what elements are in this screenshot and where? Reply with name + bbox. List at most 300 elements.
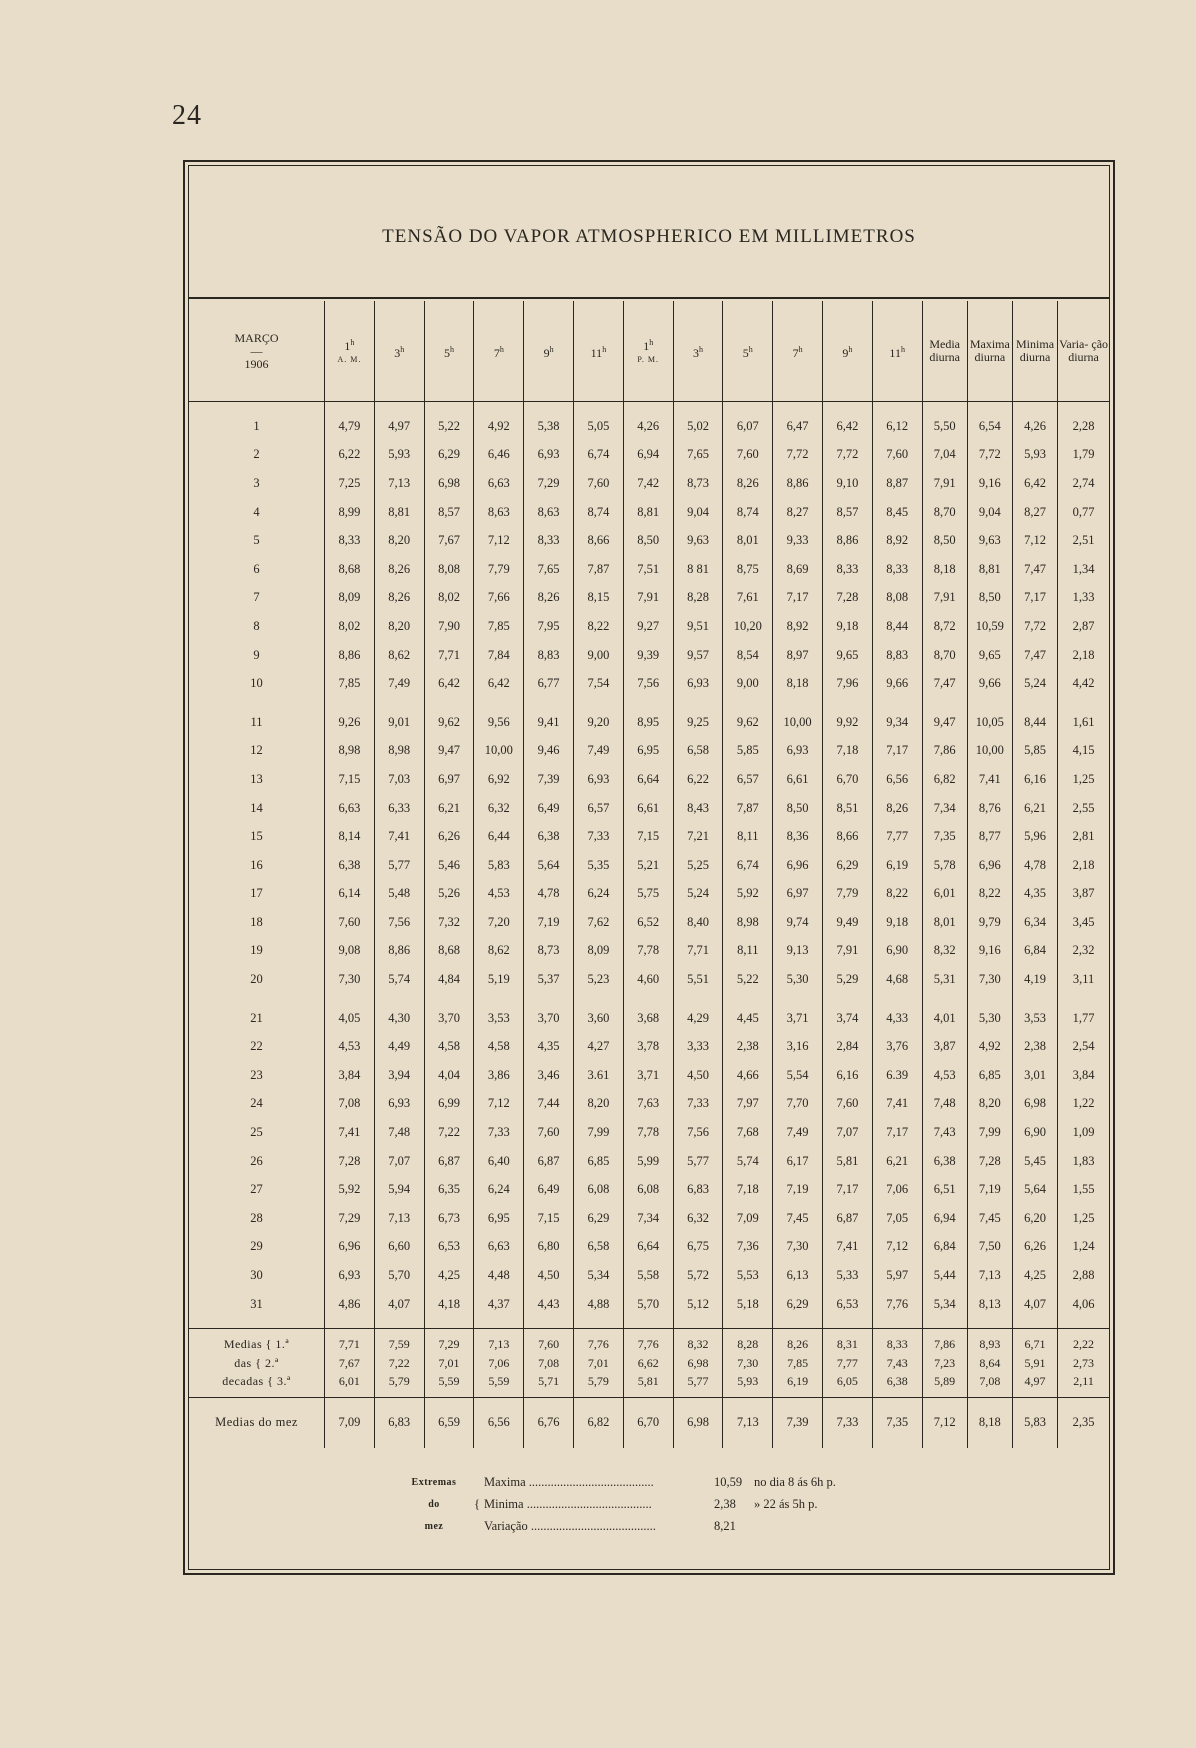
value-cell: 5,70 [623,1290,673,1319]
value-cell: 8,86 [773,469,823,498]
value-cell: 5,37 [524,965,574,994]
value-cell: 8,70 [922,641,967,670]
value-cell: 3,01 [1012,1061,1057,1090]
hour-header: 3$^h$ [673,301,723,402]
value-cell: 7,49 [773,1118,823,1147]
value-cell: 3,86 [474,1061,524,1090]
value-cell: 8,20 [374,612,424,641]
value-cell: 3,78 [623,1032,673,1061]
value-cell: 6,19 [773,1372,823,1397]
value-cell: 8,20 [967,1090,1012,1119]
table-row [189,937,1109,966]
spacer-cell [967,698,1012,708]
value-cell: 7,45 [967,1204,1012,1233]
month-means-row [189,1397,1109,1448]
value-cell: 8,33 [325,526,375,555]
value-cell: 7,13 [967,1261,1012,1290]
value-cell: 7,15 [524,1204,574,1233]
extreme-group-label: mez [424,1520,444,1532]
spacer-cell [374,698,424,708]
table-row [189,526,1109,555]
value-cell: 3,53 [1012,1004,1057,1033]
value-cell: 8,57 [424,498,474,527]
day-cell: 28 [250,1210,263,1225]
day-cell: 22 [250,1039,263,1054]
decade-label [189,1354,325,1373]
value-cell: 6,21 [424,794,474,823]
value-cell: 4,33 [872,1004,922,1033]
spacer-cell [574,1318,624,1329]
spacer-cell [424,994,474,1004]
extreme-value: 2,38 [714,1496,736,1511]
value-cell: 7,15 [623,822,673,851]
value-cell: 5,58 [623,1261,673,1290]
value-cell: 7,18 [823,737,873,766]
value-cell: 6,96 [773,851,823,880]
extreme-name: Maxima ........................................ [484,1474,654,1489]
hour-header: 5$^h$ [424,301,474,402]
year-label: 1906 [244,356,269,371]
value-cell: 7,09 [723,1204,773,1233]
value-cell: 8,83 [872,641,922,670]
value-cell: 6,26 [424,822,474,851]
value-cell: 5,54 [773,1061,823,1090]
value-cell: 5,83 [1012,1397,1057,1448]
value-cell: 4,84 [424,965,474,994]
hour-header: 1$^h$ A. M. [325,301,375,402]
value-cell: 6,77 [524,669,574,698]
value-cell: 8,51 [823,794,873,823]
day-cell: 12 [250,743,263,758]
value-cell: 7,33 [673,1090,723,1119]
value-cell: 6,14 [325,880,375,909]
value-cell: 7,51 [623,555,673,584]
day-cell: 24 [250,1096,263,1111]
spacer-cell [623,698,673,708]
spacer-cell [967,402,1012,413]
spacer-cell [823,1318,873,1329]
value-cell: 8,18 [967,1397,1012,1448]
value-cell: 8,66 [823,822,873,851]
value-cell: 5,24 [673,880,723,909]
value-cell: 4,06 [1058,1290,1109,1319]
value-cell: 7,56 [374,908,424,937]
value-cell: 4,48 [474,1261,524,1290]
table-row [189,1233,1109,1262]
table-row [189,498,1109,527]
value-cell: 8,26 [374,555,424,584]
value-cell: 7,65 [524,555,574,584]
value-cell: 7,50 [967,1233,1012,1262]
value-cell: 6,83 [673,1175,723,1204]
value-cell: 0,77 [1058,498,1109,527]
value-cell: 5,77 [673,1147,723,1176]
table-row [189,1290,1109,1319]
value-cell: 5,81 [623,1372,673,1397]
day-cell: 9 [253,647,260,662]
value-cell: 9,47 [922,708,967,737]
value-cell: 9,13 [773,937,823,966]
value-cell: 7,22 [424,1118,474,1147]
extreme-row [394,1515,914,1537]
day-cell: 30 [250,1268,263,1283]
value-cell: 9,20 [574,708,624,737]
value-cell: 7,54 [574,669,624,698]
value-cell: 3.61 [574,1061,624,1090]
table-row [189,965,1109,994]
day-cell: 16 [250,857,263,872]
day-cell: 21 [250,1010,263,1025]
value-cell: 6,73 [424,1204,474,1233]
value-cell: 5,75 [623,880,673,909]
value-cell: 7,47 [1012,555,1057,584]
value-cell: 5,29 [823,965,873,994]
value-cell: 7,60 [524,1329,574,1354]
value-cell: 9,92 [823,708,873,737]
day-cell: 1 [253,418,260,433]
table-frame-inner [188,165,1110,1570]
value-cell: 7,33 [474,1118,524,1147]
value-cell: 8,18 [922,555,967,584]
value-cell: 3,53 [474,1004,524,1033]
value-cell: 7,33 [823,1397,873,1448]
value-cell: 7,29 [524,469,574,498]
value-cell: 8,86 [325,641,375,670]
value-cell: 5,72 [673,1261,723,1290]
value-cell: 6,47 [773,412,823,441]
value-cell: 6,56 [474,1397,524,1448]
value-cell: 7,04 [922,441,967,470]
value-cell: 7,30 [723,1354,773,1373]
value-cell: 4,97 [1012,1372,1057,1397]
value-cell: 4,86 [325,1290,375,1319]
spacer-row [189,994,1109,1004]
value-cell: 6,58 [673,737,723,766]
table-row [189,737,1109,766]
spacer-cell [872,1318,922,1329]
value-cell: 4,05 [325,1004,375,1033]
value-cell: 7,47 [922,669,967,698]
value-cell: 3,71 [623,1061,673,1090]
value-cell: 7,17 [823,1175,873,1204]
value-cell: 2,51 [1058,526,1109,555]
extreme-value: 10,59 [714,1474,743,1489]
value-cell: 8,14 [325,822,375,851]
value-cell: 2,22 [1058,1329,1109,1354]
value-cell: 6,64 [623,765,673,794]
value-cell: 1,55 [1058,1175,1109,1204]
value-cell: 5,53 [723,1261,773,1290]
value-cell: 7,32 [424,908,474,937]
value-cell: 8,68 [424,937,474,966]
value-cell: 7,79 [823,880,873,909]
value-cell: 7,12 [922,1397,967,1448]
table-row [189,1175,1109,1204]
value-cell: 2,88 [1058,1261,1109,1290]
extreme-name: Minima ........................................ [484,1496,652,1511]
value-cell: 4,50 [673,1061,723,1090]
value-cell: 4,97 [374,412,424,441]
value-cell: 3,84 [1058,1061,1109,1090]
value-cell: 6,13 [773,1261,823,1290]
table-row [189,794,1109,823]
value-cell: 3,60 [574,1004,624,1033]
value-cell: 7,28 [325,1147,375,1176]
value-cell: 7,67 [424,526,474,555]
value-cell: 5,91 [1012,1354,1057,1373]
table-frame [183,160,1115,1575]
value-cell: 4,29 [673,1004,723,1033]
value-cell: 9,62 [723,708,773,737]
table-row [189,1147,1109,1176]
decade-label-text: das { 2.ª [234,1355,279,1370]
media-header: Media diurna [922,301,967,402]
value-cell: 8,92 [872,526,922,555]
value-cell: 6,61 [773,765,823,794]
value-cell: 9,39 [623,641,673,670]
value-cell: 1,77 [1058,1004,1109,1033]
spacer-cell [823,698,873,708]
value-cell: 7,87 [574,555,624,584]
table-row [189,469,1109,498]
value-cell: 2,84 [823,1032,873,1061]
value-cell: 7,25 [325,469,375,498]
value-cell: 6,98 [1012,1090,1057,1119]
value-cell: 8,22 [574,612,624,641]
spacer-cell [872,698,922,708]
value-cell: 7,34 [922,794,967,823]
value-cell: 6,08 [574,1175,624,1204]
value-cell: 1,25 [1058,765,1109,794]
spacer-cell [524,698,574,708]
value-cell: 3,68 [623,1004,673,1033]
value-cell: 7,35 [872,1397,922,1448]
table-row [189,441,1109,470]
spacer-cell [773,698,823,708]
value-cell: 6,01 [922,880,967,909]
value-cell: 7,63 [623,1090,673,1119]
value-cell: 4,92 [967,1032,1012,1061]
table-row [189,584,1109,613]
value-cell: 7,60 [872,441,922,470]
value-cell: 9,65 [823,641,873,670]
spacer-cell [823,402,873,413]
value-cell: 8,32 [922,937,967,966]
spacer-cell [723,698,773,708]
spacer-cell [374,1318,424,1329]
value-cell: 7,48 [374,1118,424,1147]
value-cell: 3,76 [872,1032,922,1061]
value-cell: 6,05 [823,1372,873,1397]
value-cell: 6,71 [1012,1329,1057,1354]
value-cell: 5,24 [1012,669,1057,698]
value-cell: 10,00 [967,737,1012,766]
value-cell: 8,50 [922,526,967,555]
spacer-cell [424,402,474,413]
value-cell: 8,83 [524,641,574,670]
value-cell: 8,08 [424,555,474,584]
spacer-cell [189,698,325,708]
value-cell: 7,86 [922,737,967,766]
value-cell: 6,95 [623,737,673,766]
value-cell: 6,93 [773,737,823,766]
value-cell: 6,94 [922,1204,967,1233]
value-cell: 5,18 [723,1290,773,1319]
value-cell: 8,15 [574,584,624,613]
value-cell: 7,08 [524,1354,574,1373]
value-cell: 10,59 [967,612,1012,641]
spacer-cell [1058,698,1109,708]
value-cell: 6,83 [374,1397,424,1448]
value-cell: 4,15 [1058,737,1109,766]
value-cell: 7,77 [823,1354,873,1373]
value-cell: 8,74 [574,498,624,527]
value-cell: 6,74 [723,851,773,880]
value-cell: 5,23 [574,965,624,994]
value-cell: 8,27 [1012,498,1057,527]
value-cell: 6,19 [872,851,922,880]
value-cell: 5,51 [673,965,723,994]
hour-header: 11$^h$ [574,301,624,402]
value-cell: 7,41 [967,765,1012,794]
value-cell: 5,81 [823,1147,873,1176]
value-cell: 8,74 [723,498,773,527]
value-cell: 4,19 [1012,965,1057,994]
day-cell: 4 [253,504,260,519]
value-cell: 7,67 [325,1354,375,1373]
table-row [189,1204,1109,1233]
value-cell: 3,87 [922,1032,967,1061]
value-cell: 7,39 [773,1397,823,1448]
value-cell: 7,17 [872,737,922,766]
value-cell: 4,35 [1012,880,1057,909]
value-cell: 8,20 [574,1090,624,1119]
value-cell: 6,85 [967,1061,1012,1090]
value-cell: 6,87 [524,1147,574,1176]
value-cell: 6,01 [325,1372,375,1397]
value-cell: 8,70 [922,498,967,527]
value-cell: 6,84 [922,1233,967,1262]
value-cell: 8,11 [723,822,773,851]
value-cell: 6,99 [424,1090,474,1119]
value-cell: 8,22 [967,880,1012,909]
value-cell: 7,79 [474,555,524,584]
value-cell: 6,94 [623,441,673,470]
value-cell: 8,81 [967,555,1012,584]
value-cell: 5,79 [374,1372,424,1397]
value-cell: 6,98 [673,1354,723,1373]
value-cell: 7,41 [325,1118,375,1147]
spacer-cell [773,402,823,413]
extremes-block [394,1471,914,1537]
value-cell: 8,01 [723,526,773,555]
value-cell: 7,59 [374,1329,424,1354]
value-cell: 7,99 [967,1118,1012,1147]
value-cell: 6,93 [524,441,574,470]
table-row [189,612,1109,641]
value-cell: 9,04 [967,498,1012,527]
value-cell: 7,97 [723,1090,773,1119]
table-row [189,1261,1109,1290]
spacer-cell [374,994,424,1004]
value-cell: 5,48 [374,880,424,909]
value-cell: 8,50 [623,526,673,555]
value-cell: 5,74 [723,1147,773,1176]
value-cell: 7,13 [474,1329,524,1354]
value-cell: 6,12 [872,412,922,441]
value-cell: 7,03 [374,765,424,794]
value-cell: 7,96 [823,669,873,698]
extreme-note: no dia 8 ás 6h p. [754,1474,836,1489]
value-cell: 6,40 [474,1147,524,1176]
value-cell: 6,38 [872,1372,922,1397]
value-cell: 8,33 [872,555,922,584]
value-cell: 7,09 [325,1397,375,1448]
value-cell: 8,86 [823,526,873,555]
value-cell: 8,63 [524,498,574,527]
value-cell: 7,49 [574,737,624,766]
value-cell: 7,56 [673,1118,723,1147]
value-cell: 7,72 [773,441,823,470]
value-cell: 7,85 [325,669,375,698]
value-cell: 6,38 [524,822,574,851]
value-cell: 9,41 [524,708,574,737]
value-cell: 5,59 [424,1372,474,1397]
value-cell: 2,54 [1058,1032,1109,1061]
value-cell: 6,21 [1012,794,1057,823]
decade-label-text: Medias { 1.ª [223,1337,290,1352]
value-cell: 6,82 [922,765,967,794]
table-row [189,669,1109,698]
value-cell: 6,63 [474,469,524,498]
value-cell: 6,29 [823,851,873,880]
value-cell: 7,76 [872,1290,922,1319]
value-cell: 1,79 [1058,441,1109,470]
value-cell: 7,87 [723,794,773,823]
hour-header: 7$^h$ [773,301,823,402]
value-cell: 9,34 [872,708,922,737]
spacer-cell [524,1318,574,1329]
value-cell: 7,43 [872,1354,922,1373]
spacer-cell [922,994,967,1004]
value-cell: 3,45 [1058,908,1109,937]
value-cell: 5,78 [922,851,967,880]
value-cell: 5,30 [773,965,823,994]
value-cell: 4,18 [424,1290,474,1319]
value-cell: 6,24 [474,1175,524,1204]
brace: { [474,1496,480,1511]
value-cell: 9,66 [967,669,1012,698]
value-cell: 5,93 [1012,441,1057,470]
value-cell: 3,16 [773,1032,823,1061]
value-cell: 8,32 [673,1329,723,1354]
day-cell: 11 [250,714,263,729]
value-cell: 8,18 [773,669,823,698]
value-cell: 6,62 [623,1354,673,1373]
value-cell: 8,50 [773,794,823,823]
value-cell: 7,62 [574,908,624,937]
value-cell: 8,02 [325,612,375,641]
value-cell: 8,02 [424,584,474,613]
value-cell: 2,55 [1058,794,1109,823]
value-cell: 5,35 [574,851,624,880]
value-cell: 5,77 [673,1372,723,1397]
value-cell: 2,11 [1058,1372,1109,1397]
table-title: TENSÃO DO VAPOR ATMOSPHERICO EM MILLIMETROS [382,226,916,247]
value-cell: 5,22 [424,412,474,441]
value-cell: 3,74 [823,1004,873,1033]
value-cell: 8,75 [723,555,773,584]
